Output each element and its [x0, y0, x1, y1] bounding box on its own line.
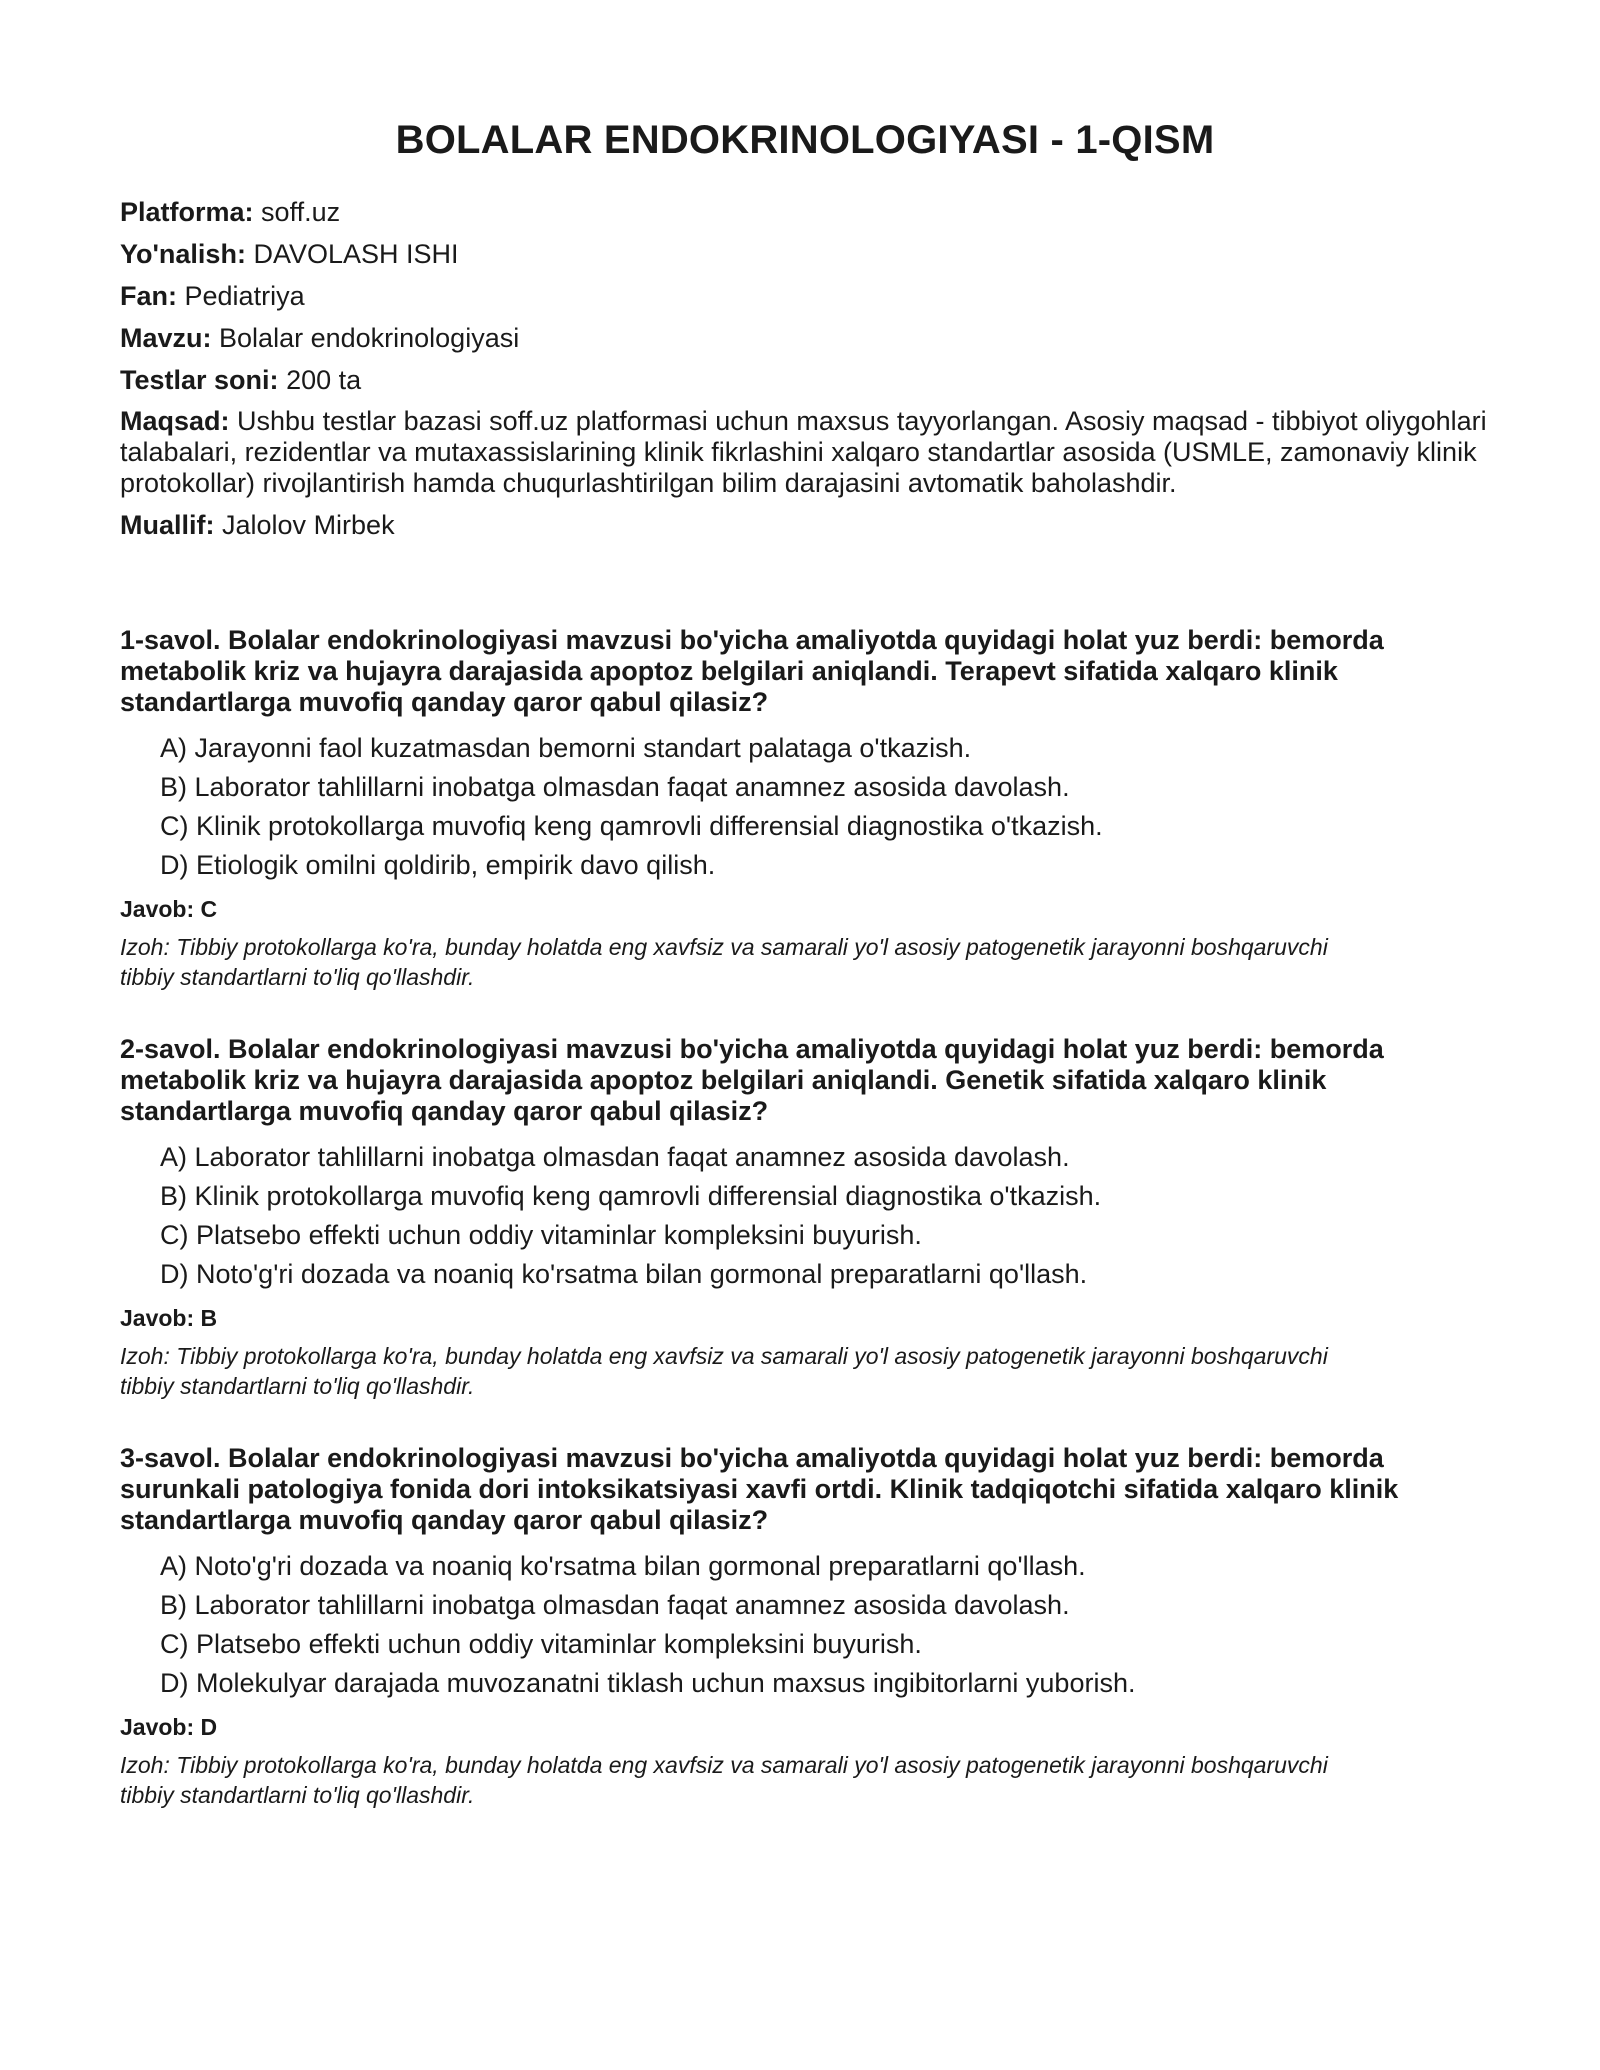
option-c: C) Platsebo effekti uchun oddiy vitaminlar kompleksini buyurish. — [160, 1629, 922, 1659]
meta-value: Jalolov Mirbek — [222, 510, 395, 540]
document-metadata — [120, 196, 1490, 541]
question-1 — [120, 625, 1490, 992]
option-c: C) Platsebo effekti uchun oddiy vitaminlar kompleksini buyurish. — [160, 1220, 922, 1250]
option-b: B) Laborator tahlillarni inobatga olmasdan faqat anamnez asosida davolash. — [160, 772, 1070, 802]
option-list — [120, 1550, 1490, 1699]
answer-explanation: Izoh: Tibbiy protokollarga ko'ra, bunday holatda eng xavfsiz va samarali yo'l asosiy patogenetik jarayonni boshqaruvchi tibbiy standartlarni to'liq qo'llashdir. — [120, 1752, 1328, 1808]
answer-key: Javob: B — [120, 1305, 218, 1331]
meta-label: Yo'nalish: — [120, 239, 246, 269]
question-2 — [120, 1034, 1490, 1401]
option-d: D) Noto'g'ri dozada va noaniq ko'rsatma bilan gormonal preparatlarni qo'llash. — [160, 1259, 1088, 1289]
meta-value: soff.uz — [261, 197, 341, 227]
meta-direction — [120, 238, 1490, 270]
answer-explanation: Izoh: Tibbiy protokollarga ko'ra, bunday holatda eng xavfsiz va samarali yo'l asosiy patogenetik jarayonni boshqaruvchi tibbiy standartlarni to'liq qo'llashdir. — [120, 934, 1328, 990]
answer-key: Javob: C — [120, 896, 218, 922]
meta-purpose — [120, 406, 1490, 499]
meta-subject — [120, 280, 1490, 312]
option-d: D) Etiologik omilni qoldirib, empirik davo qilish. — [160, 850, 716, 880]
meta-platform — [120, 196, 1490, 228]
option-list — [120, 732, 1490, 881]
meta-label: Fan: — [120, 281, 177, 311]
meta-topic — [120, 322, 1490, 354]
meta-value: Pediatriya — [184, 281, 305, 311]
question-text: 2-savol. Bolalar endokrinologiyasi mavzusi bo'yicha amaliyotda quyidagi holat yuz berdi: bemorda metabolik kriz va hujayra darajasida apoptoz belgilari aniqlandi. Genetik sifatida xalqaro klinik standartlarga muvofiq qanday qaror qabul qilasiz? — [120, 1034, 1384, 1126]
option-list — [120, 1141, 1490, 1290]
meta-label: Testlar soni: — [120, 365, 279, 395]
question-text: 3-savol. Bolalar endokrinologiyasi mavzusi bo'yicha amaliyotda quyidagi holat yuz berdi: bemorda surunkali patologiya fonida dori intoksikatsiyasi xavfi ortdi. Klinik tadqiqotchi sifatida xalqaro klinik standartlarga muvofiq qanday qaror qabul qilasiz? — [120, 1443, 1399, 1535]
option-b: B) Laborator tahlillarni inobatga olmasdan faqat anamnez asosida davolash. — [160, 1590, 1070, 1620]
option-b: B) Klinik protokollarga muvofiq keng qamrovli differensial diagnostika o'tkazish. — [160, 1181, 1102, 1211]
option-a: A) Laborator tahlillarni inobatga olmasdan faqat anamnez asosida davolash. — [160, 1142, 1070, 1172]
option-d: D) Molekulyar darajada muvozanatni tiklash uchun maxsus ingibitorlarni yuborish. — [160, 1668, 1136, 1698]
meta-label: Maqsad: — [120, 406, 230, 436]
meta-label: Platforma: — [120, 197, 254, 227]
answer-key: Javob: D — [120, 1714, 218, 1740]
option-a: A) Noto'g'ri dozada va noaniq ko'rsatma bilan gormonal preparatlarni qo'llash. — [160, 1551, 1086, 1581]
meta-value: Bolalar endokrinologiyasi — [219, 323, 520, 353]
question-list — [120, 625, 1490, 1810]
meta-label: Mavzu: — [120, 323, 212, 353]
meta-value: Ushbu testlar bazasi soff.uz platformasi uchun maxsus tayyorlangan. Asosiy maqsad - tibbiyot oliygohlari talabalari, rezidentlar va mutaxassislarining klinik fikrlashini xalqaro standartlar asosida (USMLE, zamonaviy klinik protokollar) rivojlantirish hamda chuqurlashtirilgan bilim darajasini avtomatik baholashdir. — [120, 406, 1487, 498]
meta-value: DAVOLASH ISHI — [253, 239, 459, 269]
meta-test-count — [120, 364, 1490, 396]
meta-author — [120, 509, 1490, 541]
question-3 — [120, 1443, 1490, 1810]
option-a: A) Jarayonni faol kuzatmasdan bemorni standart palataga o'tkazish. — [160, 733, 972, 763]
question-text: 1-savol. Bolalar endokrinologiyasi mavzusi bo'yicha amaliyotda quyidagi holat yuz berdi: bemorda metabolik kriz va hujayra darajasida apoptoz belgilari aniqlandi. Terapevt sifatida xalqaro klinik standartlarga muvofiq qanday qaror qabul qilasiz? — [120, 625, 1384, 717]
document-page — [120, 118, 1490, 1852]
meta-label: Muallif: — [120, 510, 215, 540]
option-c: C) Klinik protokollarga muvofiq keng qamrovli differensial diagnostika o'tkazish. — [160, 811, 1103, 841]
document-title: BOLALAR ENDOKRINOLOGIYASI - 1-QISM — [395, 118, 1215, 162]
meta-value: 200 ta — [286, 365, 362, 395]
answer-explanation: Izoh: Tibbiy protokollarga ko'ra, bunday holatda eng xavfsiz va samarali yo'l asosiy patogenetik jarayonni boshqaruvchi tibbiy standartlarni to'liq qo'llashdir. — [120, 1343, 1328, 1399]
